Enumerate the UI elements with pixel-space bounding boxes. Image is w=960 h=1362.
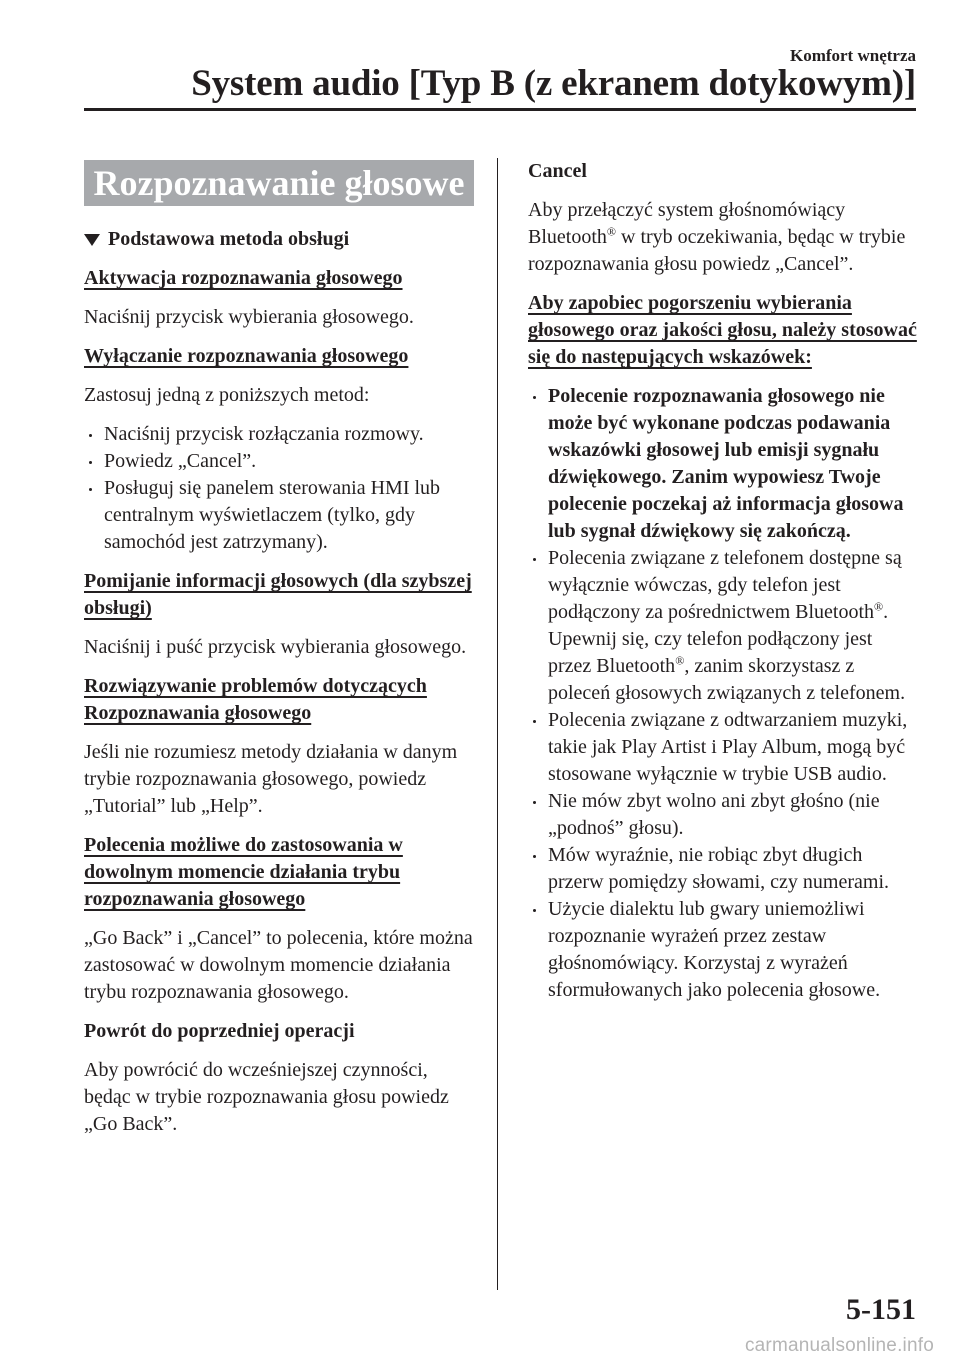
list-item: Polecenia związane z odtwarzaniem muzyki, takie jak Play Artist i Play Album, mogą być stosowane wyłącznie w trybie USB audio. <box>528 707 920 788</box>
header-rule <box>84 108 916 111</box>
back-text: Aby powrócić do wcześniejszej czynności, będąc w trybie rozpoznawania głosu powiedz „Go Back”. <box>84 1059 449 1135</box>
list-item: Polecenie rozpoznawania głosowego nie może być wykonane podczas podawania wskazówki głosowej lub emisji sygnału dźwiękowego. Zanim wypowiesz Twoje polecenie poczekaj aż informacja głosowa lub sygnał dźwiękowy się zakończą. <box>528 383 920 545</box>
registered-mark: ® <box>606 224 617 239</box>
list-item: Mów wyraźnie, nie robiąc zbyt długich przerw pomiędzy słowami, czy numerami. <box>528 842 920 896</box>
deactivate-text: Zastosuj jedną z poniższych metod: <box>84 384 370 406</box>
column-divider <box>497 158 498 1290</box>
back-heading: Powrót do poprzedniej operacji <box>84 1020 355 1042</box>
deactivate-list <box>84 421 474 556</box>
trouble-text: Jeśli nie rozumiesz metody działania w danym trybie rozpoznawania głosowego, powiedz „Tutorial” lub „Help”. <box>84 741 458 817</box>
subhead-text: Podstawowa metoda obsługi <box>108 228 350 250</box>
cancel-heading: Cancel <box>528 160 587 182</box>
tips-heading: Aby zapobiec pogorszeniu wybierania głosowego oraz jakości głosu, należy stosować się do następujących wskazówek: <box>528 292 917 368</box>
tips-list <box>528 383 920 1004</box>
list-item: Nie mów zbyt wolno ani zbyt głośno (nie „podnoś” głosu). <box>528 788 920 842</box>
triangle-marker-icon <box>84 234 100 246</box>
deactivate-heading: Wyłączanie rozpoznawania głosowego <box>84 345 409 367</box>
list-item: Polecenia związane z telefonem dostępne są wyłącznie wówczas, gdy telefon jest podłączony za pośrednictwem Bluetooth®. Upewnij się, czy telefon podłączony jest przez Bluetooth®, zanim skorzystasz z poleceń głosowych związanych z telefonem. <box>528 545 920 707</box>
left-column <box>84 160 474 1150</box>
page-number: 5-151 <box>846 1293 916 1326</box>
chapter-label: Komfort wnętrza <box>789 46 916 65</box>
list-item: Posługuj się panelem sterowania HMI lub centralnym wyświetlaczem (tylko, gdy samochód jest zatrzymany). <box>84 475 474 556</box>
right-column <box>528 158 920 1016</box>
page-header-title: System audio [Typ B (z ekranem dotykowym)] <box>191 63 916 104</box>
anytime-text: „Go Back” i „Cancel” to polecenia, które można zastosować w dowolnym momencie działania trybu rozpoznawania głosowego. <box>84 927 473 1003</box>
watermark: carmanualsonline.info <box>744 1335 934 1356</box>
list-item: Powiedz „Cancel”. <box>84 448 474 475</box>
cancel-text: Aby przełączyć system głośnomówiący Bluetooth® w tryb oczekiwania, będąc w trybie rozpoznawania głosu powiedz „Cancel”. <box>528 199 906 275</box>
activate-text: Naciśnij przycisk wybierania głosowego. <box>84 306 414 328</box>
activate-heading: Aktywacja rozpoznawania głosowego <box>84 267 403 289</box>
anytime-heading: Polecenia możliwe do zastosowania w dowolnym momencie działania trybu rozpoznawania głosowego <box>84 834 403 910</box>
trouble-heading: Rozwiązywanie problemów dotyczących Rozpoznawania głosowego <box>84 675 427 724</box>
list-item: Naciśnij przycisk rozłączania rozmowy. <box>84 421 474 448</box>
skip-heading: Pomijanie informacji głosowych (dla szybszej obsługi) <box>84 570 472 619</box>
list-item: Użycie dialektu lub gwary uniemożliwi rozpoznanie wyrażeń przez zestaw głośnomówiący. Korzystaj z wyrażeń sformułowanych jako polecenia głosowe. <box>528 896 920 1004</box>
subhead <box>84 228 474 251</box>
section-title: Rozpoznawanie głosowe <box>84 160 474 206</box>
skip-text: Naciśnij i puść przycisk wybierania głosowego. <box>84 636 467 658</box>
